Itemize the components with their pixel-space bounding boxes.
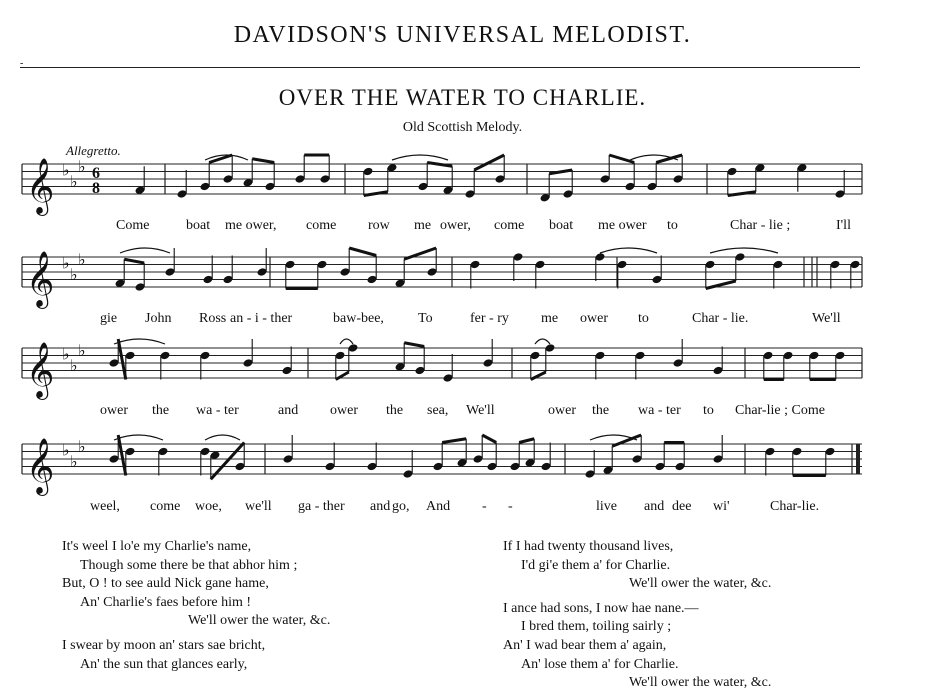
lyric-syllable: come	[150, 499, 181, 514]
verse-column-right	[503, 538, 771, 693]
flat-sign: ♭	[70, 171, 78, 191]
lyric-syllable: -	[508, 499, 513, 514]
flat-sign: ♭	[62, 344, 70, 364]
note-beam	[349, 248, 376, 256]
flat-sign: ♭	[62, 253, 70, 273]
lyric-syllable: we'll	[245, 499, 272, 514]
song-title: OVER THE WATER TO CHARLIE.	[278, 85, 647, 110]
note-beam	[118, 339, 126, 380]
note-beam	[252, 159, 274, 163]
flat-sign: ♭	[62, 160, 70, 180]
verse-line: An' the sun that glances early,	[80, 656, 248, 672]
song-subtitle: Old Scottish Melody.	[402, 120, 523, 135]
lyric-syllable: and	[278, 403, 299, 418]
note-beam	[482, 435, 496, 443]
note-beam	[728, 192, 756, 196]
lyric-syllable: live	[596, 499, 617, 514]
lyric-syllable: ower	[580, 311, 608, 326]
flat-sign: ♭	[78, 249, 86, 269]
note-beam	[656, 155, 682, 163]
lyric-syllable: Come	[116, 218, 150, 233]
header-rule	[20, 67, 860, 68]
lyric-syllable: go,	[392, 499, 410, 514]
slur	[120, 248, 170, 253]
flat-sign: ♭	[70, 355, 78, 375]
verse-line: I'd gi'e them a' for Charlie.	[521, 557, 671, 573]
lyric-syllable: We'll	[812, 311, 841, 326]
lyric-syllable: Char-lie.	[770, 499, 820, 514]
verse-line: We'll ower the water, &c.	[188, 613, 331, 629]
verse-line: I ance had sons, I now hae nane.—	[503, 600, 699, 616]
lyric-syllable: sea,	[427, 403, 449, 418]
lyric-syllable: wi'	[713, 499, 730, 514]
treble-clef: 𝄞	[26, 342, 55, 398]
lyric-syllable: me ower,	[225, 218, 277, 233]
flat-sign: ♭	[70, 264, 78, 284]
lyric-syllable: to	[703, 403, 714, 418]
lyric-syllable: Char-lie ; Come	[735, 403, 825, 418]
note-beam	[404, 248, 436, 259]
verse-line: An' lose them a' for Charlie.	[521, 656, 679, 672]
lyric-syllable: ower	[548, 403, 576, 418]
note-beam	[118, 435, 126, 476]
lyric-syllable: the	[152, 403, 170, 418]
staff-system-2	[0, 243, 925, 313]
flat-sign: ♭	[78, 436, 86, 456]
slur	[392, 155, 448, 160]
treble-clef: 𝄞	[26, 251, 55, 307]
note-beam	[442, 439, 466, 443]
lyric-syllable: ower	[100, 403, 128, 418]
lyric-syllable: boat	[549, 218, 574, 233]
lyric-syllable: the	[386, 403, 404, 418]
slur	[340, 339, 353, 344]
note-beam	[519, 439, 534, 443]
treble-clef: 𝄞	[26, 438, 55, 494]
lyric-syllable: to	[638, 311, 649, 326]
time-signature-top: 6	[92, 165, 100, 182]
lyric-syllable: come	[494, 218, 525, 233]
note-beam	[474, 155, 504, 170]
note-beam	[209, 155, 232, 163]
lyric-syllable: We'll	[466, 403, 495, 418]
lyric-syllable: boat	[186, 218, 211, 233]
slur	[535, 339, 550, 344]
verse-line: An' I wad bear them a' again,	[503, 637, 667, 653]
flat-sign: ♭	[78, 340, 86, 360]
verse-column-left	[62, 538, 330, 674]
slur	[205, 435, 240, 440]
lyric-syllable: baw-bee,	[333, 311, 384, 326]
lyric-syllable: To	[418, 311, 433, 326]
verse-line: If I had twenty thousand lives,	[503, 539, 674, 554]
tempo-marking: Allegretto.	[66, 143, 121, 158]
verse-line: I swear by moon an' stars sae bricht,	[62, 637, 266, 653]
lyric-syllable: me	[541, 311, 559, 326]
lyric-syllable: dee	[672, 499, 692, 514]
note-beam	[364, 192, 388, 196]
lyric-syllable: an - i - ther	[230, 311, 293, 326]
lyric-syllable: and	[370, 499, 391, 514]
slur	[600, 248, 657, 253]
slur	[114, 435, 163, 440]
lyric-syllable: weel,	[90, 499, 120, 514]
slur	[710, 248, 778, 253]
lyric-syllable: wa - ter	[638, 403, 681, 418]
lyric-syllable: come	[306, 218, 337, 233]
note-beam	[124, 259, 144, 263]
verse-line: We'll ower the water, &c.	[629, 576, 772, 592]
lyric-syllable: John	[145, 311, 172, 326]
flat-sign: ♭	[78, 156, 86, 176]
verse-line: It's weel I lo'e my Charlie's name,	[62, 539, 252, 554]
lyric-syllable: Char - lie.	[692, 311, 749, 326]
time-signature-bottom: 8	[92, 180, 100, 197]
lyric-syllable: woe,	[195, 499, 222, 514]
note-beam	[404, 343, 424, 347]
note-beam	[609, 155, 634, 163]
lyric-syllable: to	[667, 218, 678, 233]
lyric-syllable: -	[482, 499, 487, 514]
lyric-syllable: ower,	[440, 218, 471, 233]
staff-system-1	[0, 150, 925, 220]
page-header-title: DAVIDSON'S UNIVERSAL MELODIST.	[233, 22, 692, 48]
verse-line: Though some there be that abhor him ;	[80, 557, 298, 573]
staff-system-3	[0, 334, 925, 404]
lyric-syllable: and	[644, 499, 665, 514]
staff-system-4	[0, 430, 925, 500]
lyric-syllable: I'll	[836, 218, 851, 233]
lyric-syllable: the	[592, 403, 610, 418]
lyric-syllable: ower	[330, 403, 358, 418]
slur	[114, 339, 165, 344]
note-beam	[427, 163, 452, 167]
header-mark: -	[20, 58, 24, 69]
verse-line: But, O ! to see auld Nick gane hame,	[62, 576, 269, 592]
lyric-syllable: me	[414, 218, 432, 233]
lyric-syllable: fer - ry	[470, 311, 509, 326]
lyric-syllable: me ower	[598, 218, 647, 233]
lyric-syllable: row	[368, 218, 390, 233]
flat-sign: ♭	[70, 451, 78, 471]
lyric-syllable: And	[426, 499, 451, 514]
verse-line: I bred them, toiling sairly ;	[521, 619, 672, 635]
verse-line: We'll ower the water, &c.	[629, 675, 772, 691]
lyric-syllable: Ross	[199, 311, 227, 326]
lyric-syllable: gie	[100, 311, 118, 326]
treble-clef: 𝄞	[26, 158, 55, 214]
lyric-syllable: wa - ter	[196, 403, 239, 418]
note-beam	[549, 170, 572, 174]
lyric-syllable: ga - ther	[298, 499, 345, 514]
flat-sign: ♭	[62, 440, 70, 460]
verse-line: An' Charlie's faes before him !	[80, 594, 252, 610]
lyric-syllable: Char - lie ;	[730, 218, 791, 233]
